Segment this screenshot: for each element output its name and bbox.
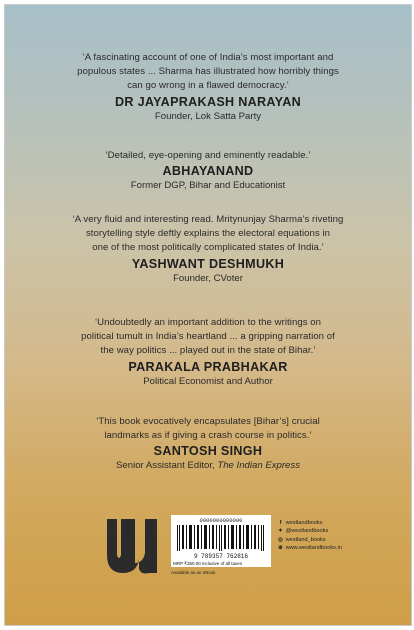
blurb-quote: [5, 213, 411, 256]
social-instagram: [277, 536, 342, 544]
barcode-top-text: 0000000000000: [199, 517, 243, 524]
quote-line: storytelling style deftly explains the electoral equations in: [85, 228, 331, 240]
barcode-area: [99, 515, 342, 577]
quote-line: ‘Undoubtedly an important addition to the writings on: [94, 317, 322, 328]
price-label: MRP ₹350.00 inclusive of all taxes: [173, 561, 243, 566]
quote-line: one of the most politically complicated states of India.’: [92, 242, 324, 254]
instagram-icon: ◎: [278, 536, 283, 543]
quote-line: political tumult in India’s heartland ... a gripping narration of: [81, 331, 335, 343]
publisher-logo-icon: [99, 515, 165, 577]
quote-line: can go wrong in a flawed democracy.’: [127, 80, 289, 92]
social-links: [277, 519, 342, 553]
social-handle: @westlandbooks: [285, 528, 329, 535]
blurb-author-role: Former DGP, Bihar and Educationist: [130, 180, 286, 192]
blurb-author: DR JAYAPRAKASH NARAYAN: [115, 94, 301, 109]
blurb-5: [5, 415, 411, 472]
facebook-icon: f: [279, 520, 282, 526]
quote-line: ‘A fascinating account of one of India’s most important and: [82, 52, 334, 63]
publication-name: The Indian Express: [217, 460, 300, 472]
back-cover: [4, 4, 412, 626]
social-facebook: [277, 519, 342, 527]
blurb-author: YASHWANT DESHMUKH: [131, 256, 285, 271]
blurb-quote: [5, 51, 411, 94]
blurb-quote: [5, 316, 411, 359]
quote-line: landmarks as if giving a crash course in politics.’: [104, 430, 312, 442]
blurb-1: [5, 51, 411, 123]
blurb-quote: [5, 415, 411, 443]
blurb-quote: [5, 149, 411, 163]
quote-line: populous states ... Sharma has illustrated how horribly things: [77, 66, 339, 78]
blurb-author: PARAKALA PRABHAKAR: [128, 359, 288, 374]
blurb-author: ABHAYANAND: [162, 164, 254, 179]
blurb-author-role: Founder, Lok Satta Party: [154, 110, 262, 122]
social-handle: westlandbooks: [285, 520, 323, 526]
barcode-bars-icon: [177, 525, 265, 551]
blurb-author-role: [5, 459, 411, 472]
isbn-number: 9 789357 762816: [193, 553, 248, 560]
blurb-4: [5, 316, 411, 388]
globe-icon: ⊕: [278, 545, 283, 552]
website-url: www.westlandbooks.in: [285, 545, 342, 552]
blurb-3: [5, 213, 411, 285]
blurb-2: [5, 149, 411, 192]
quote-line: ‘This book evocatively encapsulates [Bihar’s] crucial: [96, 416, 320, 427]
blurb-author-role: Founder, CVoter: [173, 272, 243, 284]
blurb-author: SANTOSH SINGH: [153, 444, 263, 459]
blurb-author-role: Political Economist and Author: [143, 375, 273, 387]
social-twitter: [277, 527, 342, 535]
social-handle: westland_books: [285, 536, 326, 543]
twitter-icon: ✦: [278, 528, 283, 535]
social-website: [277, 544, 342, 552]
ebook-availability: Available as an eBook: [171, 570, 216, 575]
quote-line: ‘Detailed, eye-opening and eminently readable.’: [105, 150, 311, 161]
isbn-barcode: [171, 515, 271, 567]
quote-line: ‘A very fluid and interesting read. Mritynunjay Sharma’s riveting: [72, 214, 344, 225]
role-text: Senior Assistant Editor,: [116, 460, 218, 472]
quote-line: the way politics ... played out in the state of Bihar.’: [100, 345, 316, 357]
